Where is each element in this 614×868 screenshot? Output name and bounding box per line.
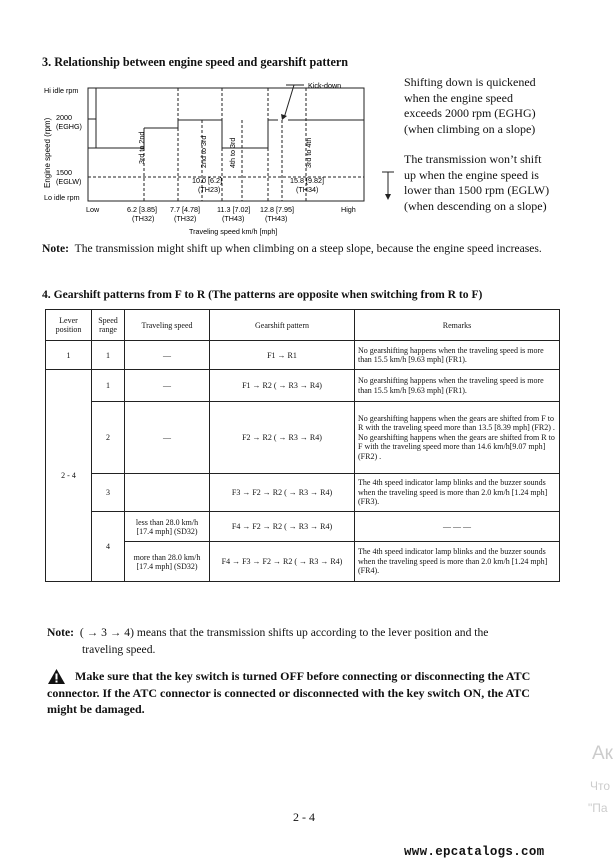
th43-sub-1: (TH43) [222,214,245,223]
th32-sub-1: (TH32) [132,214,155,223]
warning-line: connector. If the ATC connector is connected or disconnected with the key switch ON, the ATC [47,685,530,700]
th34-sub: (TH34) [296,185,319,194]
header-speed-range: Speed range [92,310,125,341]
note-text: The transmission might shift up when climbing on a steep slope, because the engine speed increases. [74,242,542,255]
cell-range: 4 [92,512,125,582]
cell-remarks: No gearshifting happens when the gears are shifted from F to R with the traveling speed more than 13.5 [8.39 mph] (FR2) . No gearshifting happens when the gears are shifted from R to F with the traveling speed more than 14.6 km/h[9.07 mph] (FR2) . [355,402,560,474]
y-1500-label: 1500 [56,168,72,177]
y-2000-label: 2000 [56,113,72,122]
table-row [46,341,560,370]
cell-remarks: No gearshifting happens when the traveling speed is more than 15.5 km/h [9.63 mph] (FR1). [355,341,560,370]
warning-line: Make sure that the key switch is turned OFF before connecting or disconnecting the ATC [75,669,531,683]
th32-sub-2: (TH32) [174,214,197,223]
right-text-2-line: lower than 1500 rpm (EGLW) [404,183,550,197]
kickdown-label: Kick-down [308,81,342,90]
watermark-text-3: "Па [588,801,608,815]
th32-value-2: 7.7 [4.78] [170,205,200,214]
cell-range: 1 [92,370,125,402]
right-text-2-line: up when the engine speed is [404,167,539,182]
x-high-label: High [341,205,356,214]
right-text-block-1 [404,75,536,137]
cell-lever: 1 [46,341,92,370]
cell-pattern: F4 → F2 → R2 ( → R3 → R4) [210,512,355,542]
table-row [46,512,560,542]
right-text-1-line: Shifting down is quickened [404,75,536,89]
y-2000-sub: (EGHG) [56,122,82,131]
note-label: Note: [47,626,75,639]
header-gearshift-pattern: Gearshift pattern [210,310,355,341]
th23-value: 10.0 [6.2] [192,176,222,185]
cell-remarks: The 4th speed indicator lamp blinks and the buzzer sounds when the traveling speed is more than 2.0 km/h [1.24 mph] (FR4). [355,542,560,582]
watermark-text-2: Что [590,779,611,793]
cell-speed [125,474,210,512]
header-traveling-speed: Traveling speed [125,310,210,341]
cell-range: 3 [92,474,125,512]
cell-pattern: F3 → F2 → R2 ( → R3 → R4) [210,474,355,512]
cell-range: 1 [92,341,125,370]
section-3-note [42,242,542,255]
th32-value-1: 6.2 [3.85] [127,205,157,214]
warning-line: might be damaged. [47,702,145,716]
watermark-text-1: Ак [592,743,613,764]
engine-speed-chart [36,76,406,241]
hi-idle-label: Hi idle rpm [44,86,79,95]
y-axis-label: Engine speed (rpm) [43,117,52,188]
cell-remarks: No gearshifting happens when the traveling speed is more than 15.5 km/h [9.63 mph] (FR1). [355,370,560,402]
site-link[interactable]: www.epcatalogs.com [404,845,545,859]
x-axis-label: Traveling speed km/h [mph] [189,227,278,236]
th43-value-1: 11.3 [7.02] [217,205,251,214]
section-4-title: 4. Gearshift patterns from F to R (The patterns are opposite when switching from R to F) [42,288,483,301]
header-lever: Lever position [46,310,92,341]
th34-value: 15.8 [9.82] [290,176,324,185]
cell-pattern: F1 → R1 [210,341,355,370]
section-4-note [47,624,488,658]
shift-label-4to3: 4th to 3rd [228,137,237,168]
y-1500-sub: (EGLW) [56,177,82,186]
cell-pattern: F1 → R2 ( → R3 → R4) [210,370,355,402]
gearshift-table [45,309,560,582]
cell-pattern: F2 → R2 ( → R3 → R4) [210,402,355,474]
th43-sub-2: (TH43) [265,214,288,223]
cell-pattern: F4 → F3 → F2 → R2 ( → R3 → R4) [210,542,355,582]
shift-label-3to4: 3rd to 4th [304,137,313,168]
note-text: traveling speed. [82,643,156,656]
table-row [46,474,560,512]
kickdown-arrow [284,85,294,118]
right-text-1-line: when the engine speed [404,90,513,105]
cell-speed: — [125,341,210,370]
cell-range: 2 [92,402,125,474]
right-text-1-line: (when climbing on a slope) [404,121,536,136]
right-text-1-line: exceeds 2000 rpm (EGHG) [404,106,536,120]
x-low-label: Low [86,205,100,214]
cell-speed: less than 28.0 km/h [17.4 mph] (SD32) [125,512,210,542]
warning-block [47,668,567,718]
header-remarks: Remarks [355,310,560,341]
right-text-2-line: (when descending on a slope) [404,198,547,213]
cell-speed: — [125,402,210,474]
cell-speed: more than 28.0 km/h [17.4 mph] (SD32) [125,542,210,582]
lo-idle-label: Lo idle rpm [44,193,80,202]
right-text-2-line: The transmission won’t shift [404,152,542,166]
cell-lever: 2 - 4 [46,370,92,582]
table-row [46,370,560,402]
shift-label-3to2: 3rd to 2nd [137,131,146,164]
th23-sub: (TH23) [198,185,221,194]
right-text-block-2 [404,152,549,214]
shift-label-2to3: 2nd to 3rd [199,135,208,168]
cell-remarks: The 4th speed indicator lamp blinks and the buzzer sounds when the traveling speed is more than 2.0 km/h [1.24 mph] (FR3). [355,474,560,512]
table-row [46,402,560,474]
page-number: 2 - 4 [293,810,315,824]
note-label: Note: [42,242,70,255]
table-header-row [46,310,560,341]
cell-remarks: — — — [355,512,560,542]
cell-speed: — [125,370,210,402]
th43-value-2: 12.8 [7.95] [260,205,294,214]
section-3-title: 3. Relationship between engine speed and gearshift pattern [42,55,349,69]
note-text: ( → 3 → 4) means that the transmission shifts up according to the lever position and the [79,626,489,639]
